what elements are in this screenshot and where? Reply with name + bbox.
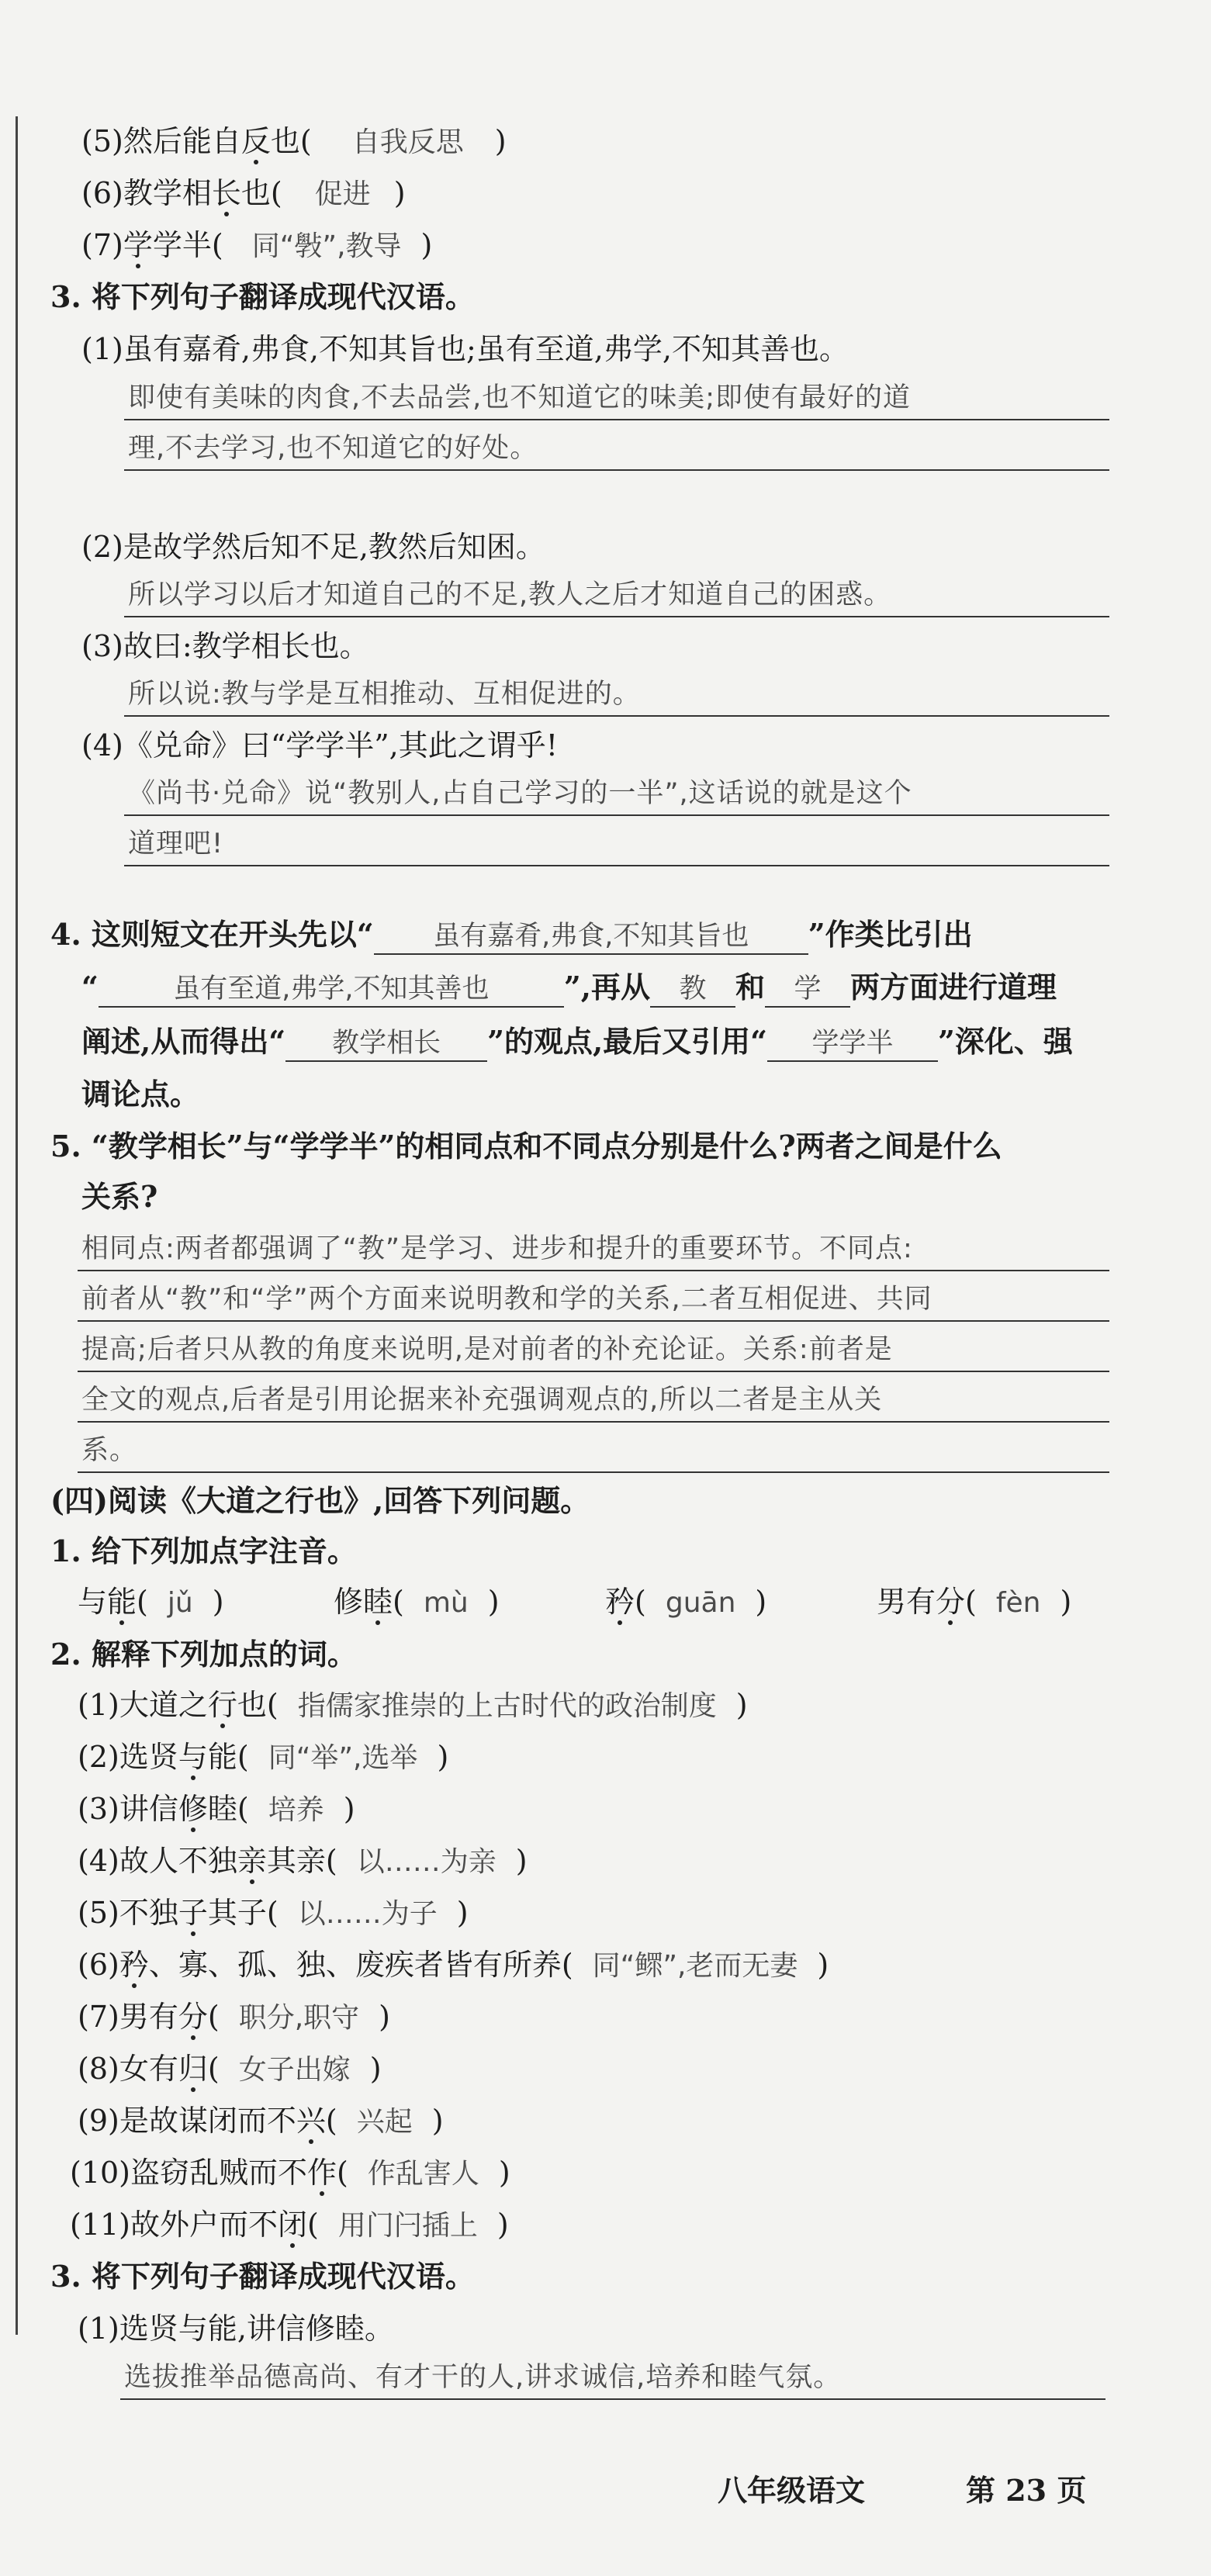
pinyin-item-4: 男有分( fèn ) <box>877 1585 1072 1619</box>
answer-handwritten: guān <box>665 1587 736 1619</box>
answer-rule <box>78 1371 1109 1372</box>
answer-handwritten: 作乱害人 <box>367 2158 479 2190</box>
translate-q3: (3)故曰:教学相长也。 <box>81 629 369 663</box>
answer-handwritten: 同“鳏”,老而无妻 <box>592 1950 798 1982</box>
explain-item-1: (1)大道之行也( 指儒家推崇的上古时代的政治制度 ) <box>78 1688 748 1722</box>
answer-rule <box>124 419 1109 420</box>
footer-grade-subject: 八年级语文 <box>718 2473 866 2508</box>
translate-a1-line1: 即使有美味的肉食,不去品尝,也不知道它的味美;即使有最好的道 <box>128 382 912 413</box>
answer-rule <box>124 616 1109 617</box>
answer-handwritten: mù <box>423 1587 469 1619</box>
q5-answer-line3: 提高;后者只从教的角度来说明,是对前者的补充论证。关系:前者是 <box>81 1334 893 1365</box>
question-4-line3: 阐述,从而得出“ 教学相长 ”的观点,最后又引用“ 学学半 ”深化、强 <box>81 1022 1073 1062</box>
translate-a3: 所以说:教与学是互相推动、互相促进的。 <box>128 679 641 710</box>
blank-3: 教 <box>650 972 735 1008</box>
answer-handwritten: 女子出嫁 <box>238 2054 351 2086</box>
p2-title: 2. 解释下列加点的词。 <box>50 1637 357 1672</box>
p1-title: 1. 给下列加点字注音。 <box>50 1533 357 1568</box>
translate-a2: 所以学习以后才知道自己的不足,教人之后才知道自己的困惑。 <box>128 579 892 610</box>
explain-item-8: (8)女有归( 女子出嫁 ) <box>78 2052 382 2086</box>
answer-handwritten: 同“斅”,教导 <box>251 230 402 262</box>
blank-6: 学学半 <box>767 1026 938 1062</box>
answer-rule <box>78 1270 1109 1271</box>
answer-handwritten: 兴起 <box>356 2106 413 2138</box>
q5-answer-line5: 系。 <box>81 1435 138 1466</box>
answer-rule <box>78 1421 1109 1423</box>
question-4-line2: “ 虽有至道,弗学,不知其善也 ”,再从 教 和 学 两方面进行道理 <box>81 968 1057 1008</box>
explain-item-10: (10)盗窃乱贼而不作( 作乱害人 ) <box>70 2156 510 2190</box>
answer-rule <box>124 469 1109 471</box>
answer-rule <box>120 2398 1105 2400</box>
p3-title: 3. 将下列句子翻译成现代汉语。 <box>50 2259 475 2294</box>
question-3-title: 3. 将下列句子翻译成现代汉语。 <box>50 279 475 314</box>
explain-item-2: (2)选贤与能( 同“举”,选举 ) <box>78 1740 449 1774</box>
q5-answer-line2: 前者从“教”和“学”两个方面来说明教和学的关系,二者互相促进、共同 <box>81 1284 932 1315</box>
explain-item-6: (6)矜、寡、孤、独、废疾者皆有所养( 同“鳏”,老而无妻 ) <box>78 1948 829 1982</box>
answer-handwritten: 用门闩插上 <box>337 2210 478 2242</box>
answer-handwritten: 职分,职守 <box>238 2002 360 2034</box>
blank-2: 虽有至道,弗学,不知其善也 <box>99 972 564 1008</box>
answer-handwritten: 促进 <box>314 178 371 210</box>
answer-handwritten: 以……为亲 <box>356 1846 497 1878</box>
explain-item-5: (5)不独子其子( 以……为子 ) <box>78 1896 469 1930</box>
question-4-line1: 4. 这则短文在开头先以“ 虽有嘉肴,弗食,不知其旨也 ”作类比引出 <box>50 915 973 955</box>
translate-q1: (1)虽有嘉肴,弗食,不知其旨也;虽有至道,弗学,不知其善也。 <box>81 332 849 366</box>
vocab-item-5: (5)然后能自反也( 自我反思 ) <box>81 124 507 158</box>
answer-handwritten: 自我反思 <box>351 126 464 158</box>
answer-rule <box>124 715 1109 717</box>
explain-item-7: (7)男有分( 职分,职守 ) <box>78 2000 390 2034</box>
answer-rule <box>78 1320 1109 1322</box>
answer-handwritten: fèn <box>995 1587 1041 1619</box>
vocab-item-7: (7)学学半( 同“斅”,教导 ) <box>81 228 433 262</box>
explain-item-3: (3)讲信修睦( 培养 ) <box>78 1792 355 1826</box>
explain-item-11: (11)故外户而不闭( 用门闩插上 ) <box>70 2208 509 2242</box>
translate-a1-line2: 理,不去学习,也不知道它的好处。 <box>128 433 538 464</box>
translate-a4-line2: 道理吧! <box>128 828 224 859</box>
translate-q4: (4)《兑命》曰“学学半”,其此之谓乎! <box>81 728 559 762</box>
blank-4: 学 <box>765 972 850 1008</box>
question-4-line4: 调论点。 <box>81 1077 200 1112</box>
footer-page-number: 第 23 页 <box>966 2473 1087 2508</box>
q5-answer-line4: 全文的观点,后者是引用论据来补充强调观点的,所以二者是主从关 <box>81 1385 883 1416</box>
question-5-line1: 5. “教学相长”与“学学半”的相同点和不同点分别是什么?两者之间是什么 <box>50 1129 1002 1164</box>
blank-5: 教学相长 <box>285 1026 487 1062</box>
vocab-item-6: (6)教学相长也( 促进 ) <box>81 176 406 210</box>
blank-1: 虽有嘉肴,弗食,不知其旨也 <box>374 919 808 955</box>
explain-item-9: (9)是故谋闭而不兴( 兴起 ) <box>78 2104 444 2138</box>
pinyin-item-2: 修睦( mù ) <box>334 1585 500 1619</box>
answer-handwritten: jǔ <box>167 1587 193 1619</box>
question-5-line2: 关系? <box>81 1179 158 1214</box>
p3-question-1: (1)选贤与能,讲信修睦。 <box>78 2311 394 2346</box>
answer-rule <box>124 865 1109 866</box>
translate-q2: (2)是故学然后知不足,教然后知困。 <box>81 530 545 564</box>
answer-handwritten: 同“举”,选举 <box>268 1742 418 1774</box>
q5-answer-line1: 相同点:两者都强调了“教”是学习、进步和提升的重要环节。不同点: <box>81 1233 913 1264</box>
pinyin-item-3: 矜( guān ) <box>605 1585 767 1619</box>
part-4-title: (四)阅读《大道之行也》,回答下列问题。 <box>50 1483 590 1518</box>
explain-item-4: (4)故人不独亲其亲( 以……为亲 ) <box>78 1844 528 1878</box>
answer-handwritten: 指儒家推崇的上古时代的政治制度 <box>297 1690 717 1722</box>
binding-margin-line <box>16 116 18 2335</box>
answer-rule <box>124 814 1109 816</box>
translate-a4-line1: 《尚书·兑命》说“教别人,占自己学习的一半”,这话说的就是这个 <box>128 778 912 809</box>
answer-rule <box>78 1471 1109 1473</box>
pinyin-item-1: 与能( jǔ ) <box>78 1585 224 1619</box>
answer-handwritten: 以……为子 <box>297 1898 438 1930</box>
p3-answer-1: 选拔推举品德高尚、有才干的人,讲求诚信,培养和睦气氛。 <box>124 2362 842 2393</box>
answer-handwritten: 培养 <box>268 1794 324 1826</box>
